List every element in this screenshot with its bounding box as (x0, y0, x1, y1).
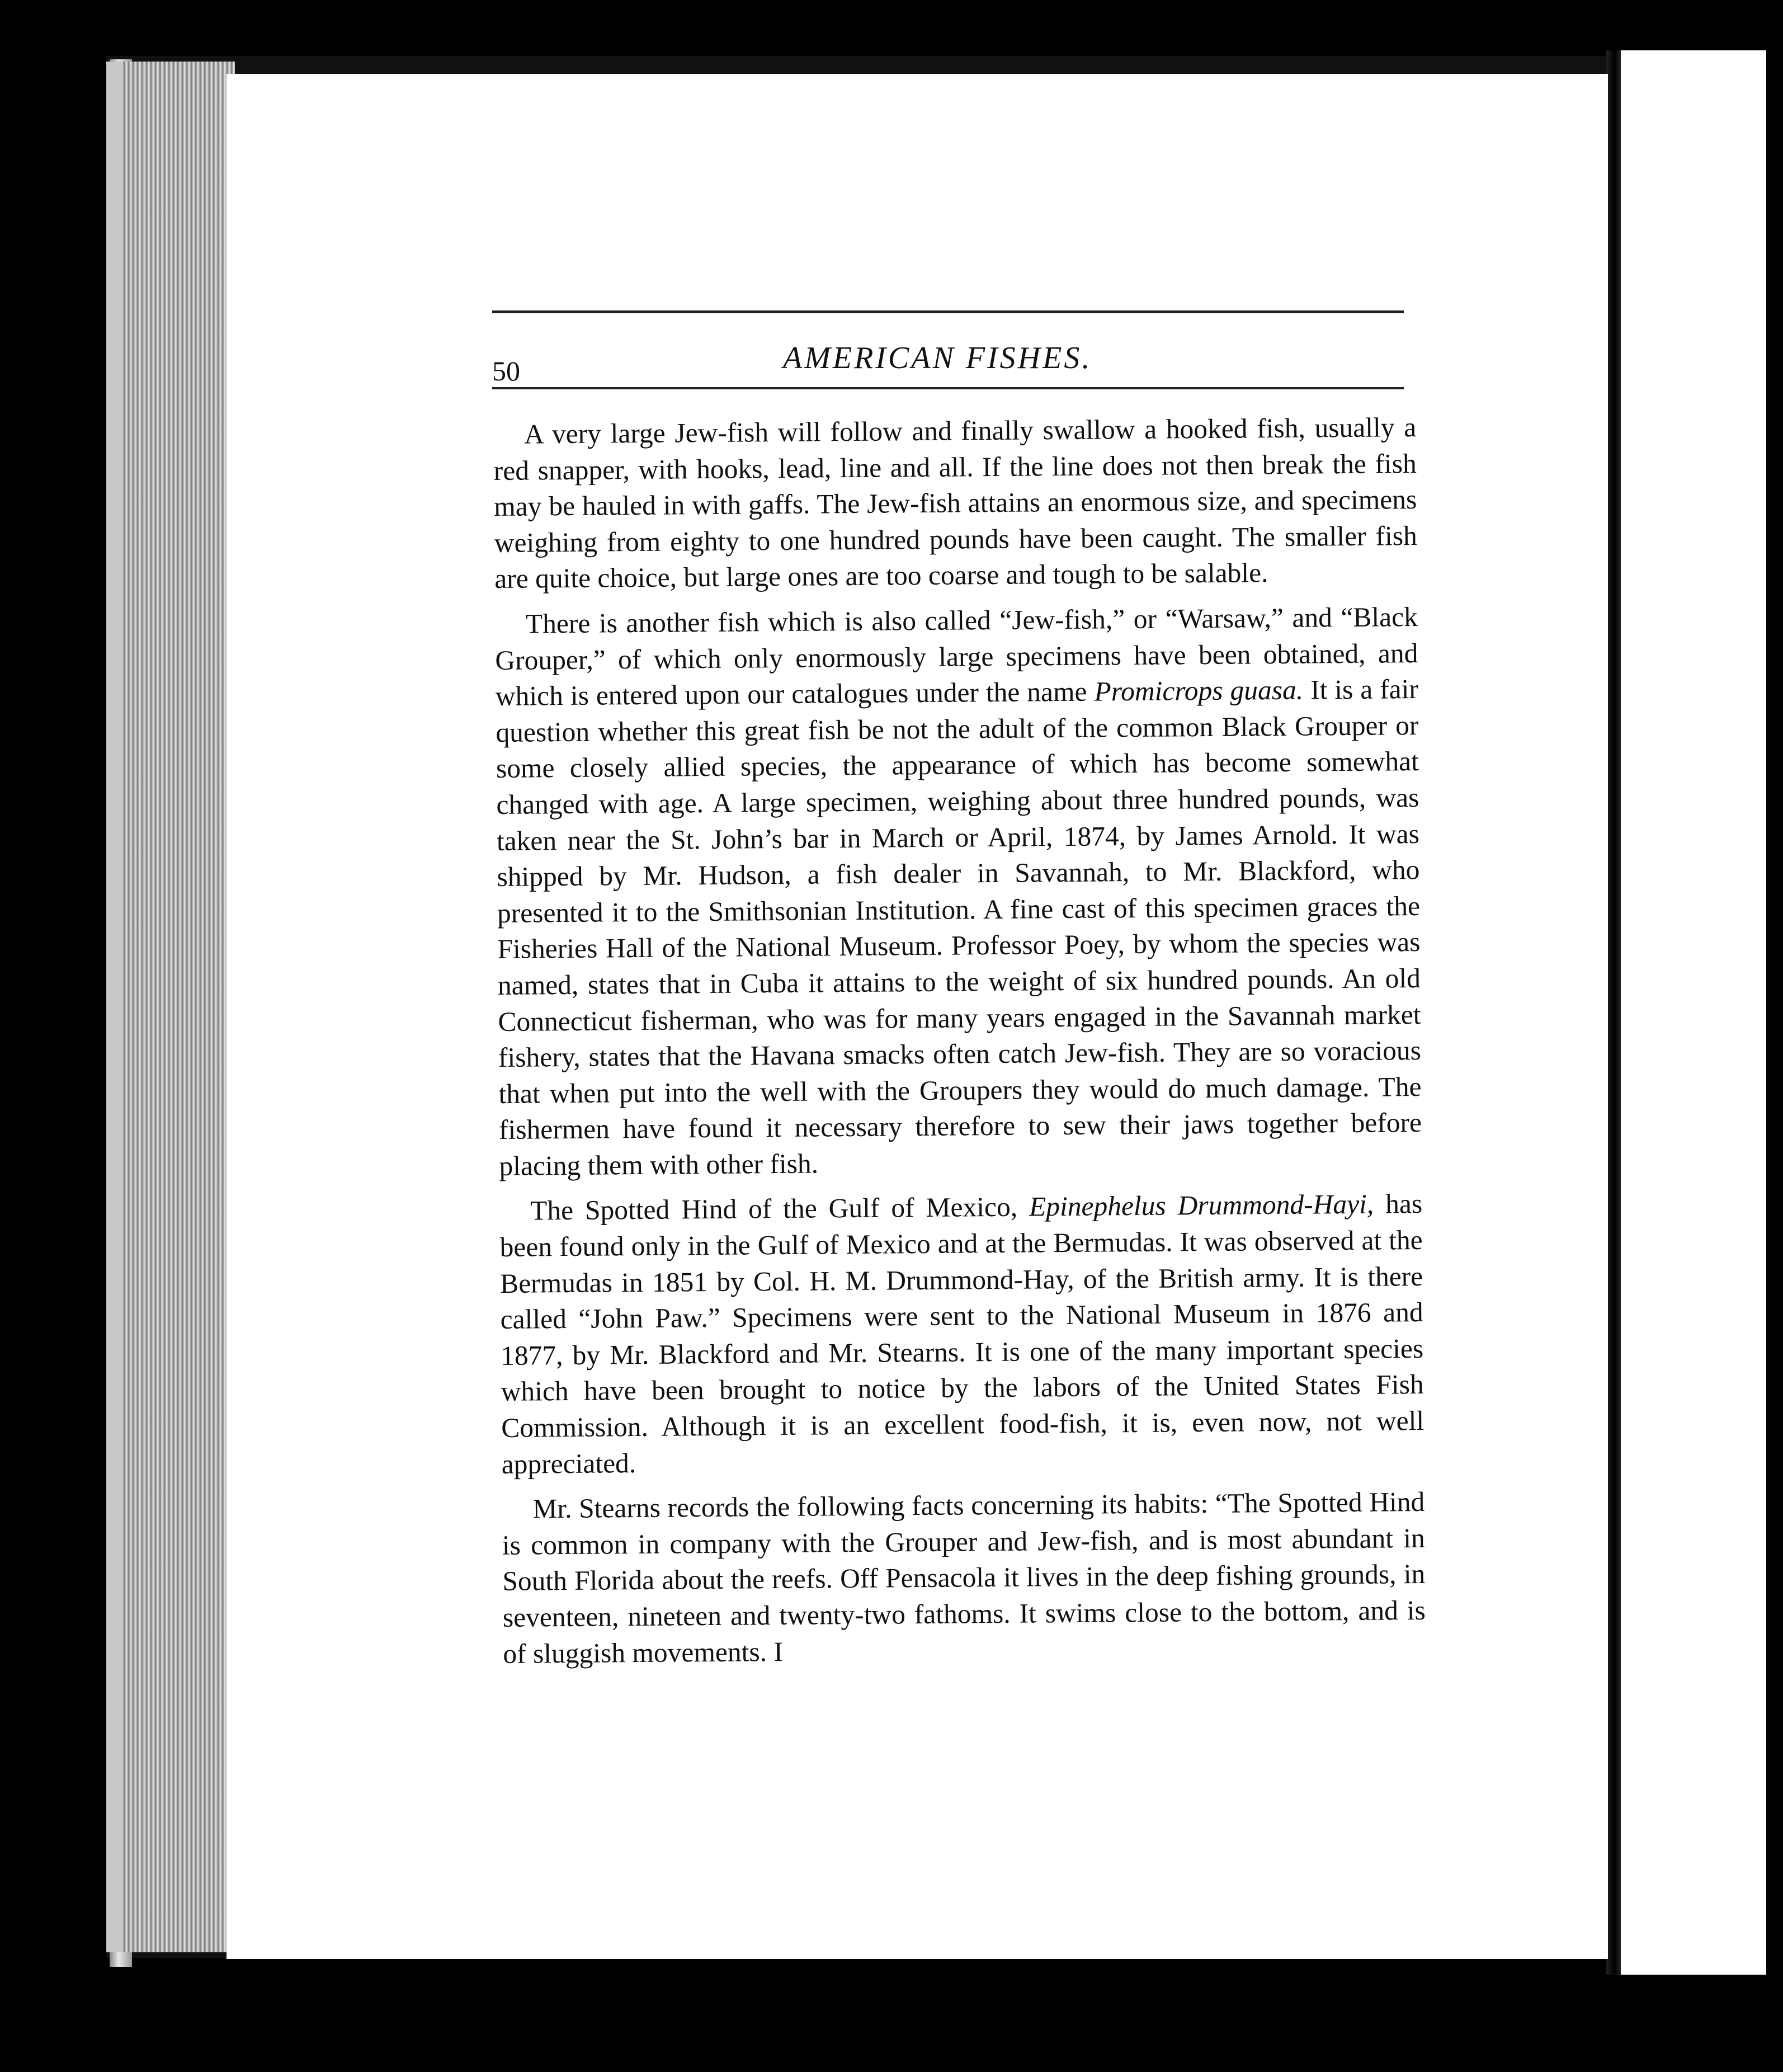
species-name-promicrops: Promicrops guasa. (1094, 674, 1304, 707)
species-name-epinephelus: Epinephelus Drummond-Hayi, (1029, 1189, 1374, 1222)
paragraph-2-text-before: There is another fish which is also called “Jew-fish,” or “Warsaw,” and “Black Grouper,” of which only enormously large specimens have been obtained, and which is entered upon our catalogues under the name (495, 601, 1418, 712)
page-number: 50 (492, 355, 520, 387)
facing-page-sliver (1621, 50, 1766, 1975)
running-head: AMERICAN FISHES. (783, 341, 1092, 375)
paragraph-4 (502, 1484, 1426, 1672)
paragraph-3-text-before: The Spotted Hind of the Gulf of Mexico, (530, 1191, 1030, 1226)
header-rule-bottom (492, 387, 1404, 389)
paragraph-2 (495, 599, 1422, 1184)
paragraph-1-text: A very large Jew-fish will follow and finally swallow a hooked fish, usually a red snapper, with hooks, lead, line and all. If the line does not then break the fish may be hauled in with gaffs. The Jew-fish attains an enormous size, and specimens weighing from eighty to one hundred pounds have been caught. The smaller fish are quite choice, but large ones are too coarse and tough to be salable. (493, 412, 1417, 595)
paragraph-1 (493, 409, 1417, 597)
header-rule-top (492, 310, 1404, 313)
paragraph-3 (499, 1186, 1424, 1482)
paragraph-3-text-after: has been found only in the Gulf of Mexico and at the Bermudas. It was observed at the Bermudas in 1851 by Col. H. M. Drummond-Hay, of the British army. It is there called “John Paw.” Specimens were sent to the National Museum in 1876 and 1877, by Mr. Blackford and Mr. Stearns. It is one of the many important species which have been brought to notice by the labors of the United States Fish Commission. Although it is an excellent food-fish, it is, even now, not well appreciated. (499, 1188, 1424, 1480)
paragraph-2-text-after: It is a fair question whether this great fish be not the adult of the common Black Grouper or some closely allied species, the appearance of which has become somewhat changed with age. A large specimen, weighing about three hundred pounds, was taken near the St. John’s bar in March or April, 1874, by James Arnold. It was shipped by Mr. Hudson, a fish dealer in Savannah, to Mr. Blackford, who presented it to the Smithsonian Institution. A fine cast of this specimen graces the Fisheries Hall of the National Museum. Professor Poey, by whom the species was named, states that in Cuba it attains to the weight of six hundred pounds. An old Connecticut fisherman, who was for many years engaged in the Savannah market fishery, states that the Havana smacks often catch Jew-fish. They are so voracious that when put into the well with the Groupers they would do much damage. The fishermen have found it necessary therefore to sew their jaws together before placing them with other fish. (496, 674, 1422, 1181)
paragraph-4-text: Mr. Stearns records the following facts concerning its habits: “The Spotted Hind is common in company with the Grouper and Jew-fish, and is most abundant in South Florida about the reefs. Off Pensacola it lives in the deep fishing grounds, in seventeen, nineteen and twenty-two fathoms. It swims close to the bottom, and is of sluggish movements. I (502, 1486, 1426, 1669)
page-stack-edge (106, 62, 235, 1952)
body-text (493, 409, 1426, 1681)
